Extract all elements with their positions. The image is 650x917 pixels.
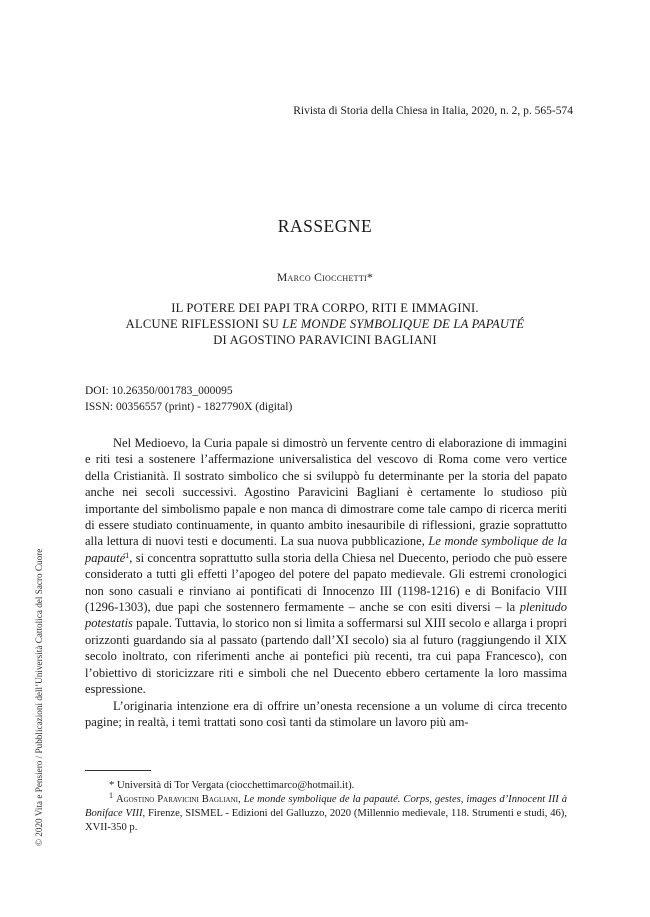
book-title-italic: Le monde symbolique de la papauté — [85, 534, 567, 565]
footnote-1-separator: , — [238, 794, 244, 805]
title-line-2 — [0, 316, 650, 332]
latin-term-italic: plenitudo potestatis — [85, 600, 567, 631]
paragraph-2: L’originaria intenzione era di offrire un’onesta recensione a un volume di circa trecento pagine; in realtà, i temi trattati sono così tanti da stimolare un lavoro più am- — [85, 698, 567, 729]
paragraph-1-text-c: papale. Tuttavia, lo storico non si limita a soffermarsi sul XIII secolo e allarga i propri orizzonti guardando sia al passato (partendo dall’XI secolo) sia al futuro (raggiungendo il XIX secolo inoltrato, con riferimenti anche ai pontefici più recenti, tra cui papa Francesco), con l’obiettivo di storicizzare riti e simboli che nel Duecento ebbero certamente la loro massima espressione. — [85, 616, 567, 697]
footnote-rule — [85, 770, 151, 771]
title-line-2-prefix: ALCUNE RIFLESSIONI SU — [125, 317, 283, 331]
copyright-side-note: © 2020 Vita e Pensiero / Pubblicazioni dell’Università Cattolica del Sacro Cuore — [34, 548, 44, 846]
doi: DOI: 10.26350/001783_000095 — [85, 385, 233, 397]
paragraph-1-text-b: , si concentra soprattutto sulla storia della Chiesa nel Duecento, periodo che può essere considerato a tutti gli effetti l’apogeo del potere del papato medievale. Gli estremi cronologici non sono casuali e rinviano ai pontificati di Innocenzo III (1198-1216) e di Bonifacio VIII (1296-1303), due papi che sostennero fermamente – anche se con esiti diversi – la — [85, 550, 567, 615]
title-line-1: IL POTERE DEI PAPI TRA CORPO, RITI E IMMAGINI. — [171, 301, 479, 315]
title-line-3: DI AGOSTINO PARAVICINI BAGLIANI — [213, 333, 437, 347]
footnote-1-details: , Firenze, SISMEL - Edizioni del Galluzzo, 2020 (Millennio medievale, 118. Strumenti e studi, 46), XVII-350 p. — [85, 808, 567, 833]
issn: ISSN: 00356557 (print) - 1827790X (digital) — [85, 400, 293, 413]
footnote-1-title: Le monde symbolique de la papauté. Corps, gestes, images d’Innocent III à Boniface VIII — [85, 794, 568, 819]
footnote-1-author: Agostino Paravicini Bagliani — [115, 794, 238, 805]
footnotes — [85, 779, 567, 835]
running-head: Rivista di Storia della Chiesa in Italia, 2020, n. 2, p. 565-574 — [293, 105, 573, 117]
footnote-1 — [85, 793, 567, 835]
article-metadata — [85, 384, 292, 415]
body-text — [85, 435, 567, 730]
paragraph-1-text-a: Nel Medioevo, la Curia papale si dimostrò un fervente centro di elaborazione di immagini e riti tesi a sostenere l’affermazione universalistica del vescovo di Roma come vero vertice della Cristianità. Il sostrato simbolico che si sviluppò fu determinante per la storia del papato anche nei secoli successivi. Agostino Paravicini Bagliani è certamente lo studioso più importante del simbolismo papale e non manca di dimostrare come tale campo di ricerca meriti di essere studiato continuamente, in quanto ambito inesauribile di riflessioni, grazie soprattutto alla lettura di nuovi testi e documenti. La sua nuova pubblicazione, — [85, 436, 567, 549]
footnote-author-affiliation: * Università di Tor Vergata (ciocchettimarco@hotmail.it). — [109, 780, 355, 791]
footnote-1-mark: 1 — [109, 791, 113, 800]
section-title: RASSEGNE — [277, 216, 373, 236]
title-line-2-italic: LE MONDE SYMBOLIQUE DE LA PAPAUTÉ — [282, 317, 525, 331]
paragraph-1 — [85, 435, 567, 698]
author-name: Marco Ciocchetti* — [276, 272, 374, 284]
footnote-ref-1[interactable]: 1 — [125, 550, 130, 560]
article-title — [0, 300, 650, 348]
